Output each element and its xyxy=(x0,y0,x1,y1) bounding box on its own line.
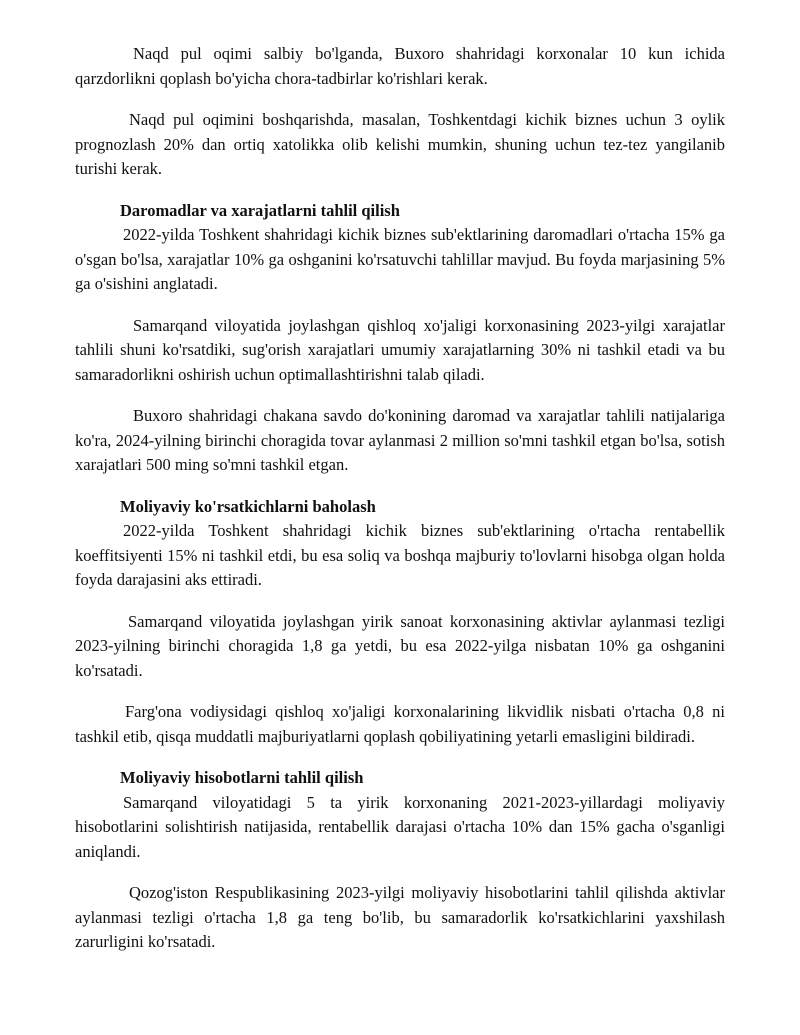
paragraph: 2022-yilda Toshkent shahridagi kichik biznes sub'ektlarining o'rtacha rentabellik koeffitsiyenti 15% ni tashkil etdi, bu esa soliq va boshqa majburiy to'lovlarni hisobga olgan holda foyda darajasini aks ettiradi. xyxy=(75,521,725,589)
section-heading: Daromadlar va xarajatlarni tahlil qilish xyxy=(120,200,400,220)
paragraph: Samarqand viloyatidagi 5 ta yirik korxonaning 2021-2023-yillardagi moliyaviy hisobotlarini solishtirish natijasida, rentabellik darajasi o'rtacha 10% dan 15% gacha o'sganligi aniqlandi. xyxy=(75,792,725,861)
paragraph: Naqd pul oqimini boshqarishda, masalan, Toshkentdagi kichik biznes uchun 3 oylik prognozlash 20% dan ortiq xatolikka olib kelishi mumkin, shuning uchun tez-tez yangilanib turishi kerak. xyxy=(75,110,725,178)
paragraph: Samarqand viloyatida joylashgan yirik sanoat korxonasining aktivlar aylanmasi tezligi 2023-yilning birinchi choragida 1,8 ga yetdi, bu esa 2022-yilga nisbatan 10% ga oshganini ko'rsatadi. xyxy=(75,611,725,680)
paragraph: Buxoro shahridagi chakana savdo do'konining daromad va xarajatlar tahlili natijalariga ko'ra, 2024-yilning birinchi choragida tovar aylanmasi 2 million so'mni tashkil etgan bo'lsa, sotish xarajatlari 500 ming so'mni tashkil etgan. xyxy=(75,406,725,474)
section-heading: Moliyaviy hisobotlarni tahlil qilish xyxy=(120,768,364,787)
paragraph: Qozog'iston Respublikasining 2023-yilgi moliyaviy hisobotlarini tahlil qilishda aktivlar aylanmasi tezligi o'rtacha 1,8 ga teng bo'lib, bu samaradorlik ko'rsatkichlarini yaxshilash zarurligini ko'rsatadi. xyxy=(75,883,725,951)
section-heading: Moliyaviy ko'rsatkichlarni baholash xyxy=(120,496,376,516)
paragraph: Farg'ona vodiysidagi qishloq xo'jaligi korxonalarining likvidlik nisbati o'rtacha 0,8 ni tashkil etib, qisqa muddatli majburiyatlarni qoplash qobiliyatining yetarli emasligini bildiradi. xyxy=(75,702,725,746)
document-page xyxy=(75,42,725,972)
paragraph: 2022-yilda Toshkent shahridagi kichik biznes sub'ektlarining daromadlari o'rtacha 15% ga o'sgan bo'lsa, xarajatlar 10% ga oshganini ko'rsatuvchi tahlillar mavjud. Bu foyda marjasining 5% ga o'sishini anglatadi. xyxy=(75,225,725,293)
paragraph: Samarqand viloyatida joylashgan qishloq xo'jaligi korxonasining 2023-yilgi xarajatlar tahlili shuni ko'rsatdiki, sug'orish xarajatlari umumiy xarajatlarning 30% ni tashkil etadi va bu samaradorlikni oshirish uchun optimallashtirishni talab qiladi. xyxy=(75,315,725,384)
paragraph: Naqd pul oqimi salbiy bo'lganda, Buxoro shahridagi korxonalar 10 kun ichida qarzdorlikni qoplash bo'yicha chora-tadbirlar ko'rishlari kerak. xyxy=(75,44,725,88)
